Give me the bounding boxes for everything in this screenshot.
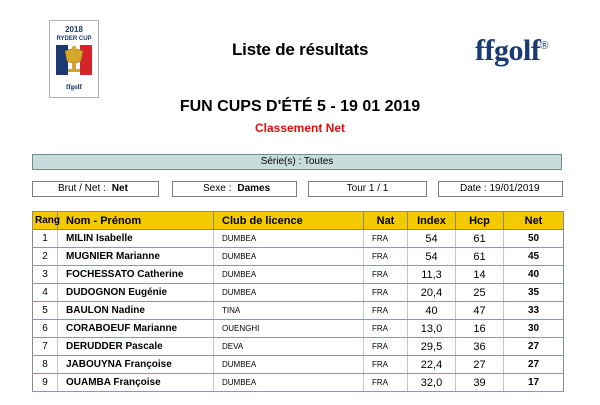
cell-nat: FRA xyxy=(364,266,408,284)
table-row xyxy=(33,338,564,356)
col-net: Net xyxy=(504,212,564,230)
cell-club: DEVA xyxy=(214,338,364,356)
cell-net: 50 xyxy=(504,230,564,248)
ffgolf-logo xyxy=(475,34,548,68)
page-title: Liste de résultats xyxy=(232,40,369,59)
competition-title: FUN CUPS D'ÉTÉ 5 - 19 01 2019 xyxy=(179,98,421,115)
cell-net: 27 xyxy=(504,338,564,356)
cell-club: DUMBEA xyxy=(214,230,364,248)
cell-net: 33 xyxy=(504,302,564,320)
col-index: Index xyxy=(408,212,456,230)
col-nat: Nat xyxy=(364,212,408,230)
cell-club: DUMBEA xyxy=(214,266,364,284)
cell-club: DUMBEA xyxy=(214,284,364,302)
table-header-row xyxy=(33,212,564,230)
cell-index: 20,4 xyxy=(408,284,456,302)
ranking-type: Classement Net xyxy=(254,121,346,135)
cell-rang: 6 xyxy=(33,320,58,338)
col-club: Club de licence xyxy=(214,212,364,230)
table-row xyxy=(33,374,564,392)
cell-nom: MILIN Isabelle xyxy=(58,230,214,248)
series-bar: Série(s) : Toutes xyxy=(32,154,562,170)
cell-rang: 8 xyxy=(33,356,58,374)
cell-nom: JABOUYNA Françoise xyxy=(58,356,214,374)
cell-net: 45 xyxy=(504,248,564,266)
ryder-cup-logo xyxy=(49,20,99,98)
cell-index: 22,4 xyxy=(408,356,456,374)
cell-nom: FOCHESSATO Catherine xyxy=(58,266,214,284)
cell-net: 30 xyxy=(504,320,564,338)
cell-hcp: 61 xyxy=(456,230,504,248)
filter-brut-value: Net xyxy=(111,183,128,194)
cell-nom: DERUDDER Pascale xyxy=(58,338,214,356)
col-nom: Nom - Prénom xyxy=(58,212,214,230)
cell-index: 32,0 xyxy=(408,374,456,392)
cell-index: 29,5 xyxy=(408,338,456,356)
cell-nat: FRA xyxy=(364,248,408,266)
cell-rang: 9 xyxy=(33,374,58,392)
cell-index: 40 xyxy=(408,302,456,320)
filter-sexe-label: Sexe : xyxy=(203,183,232,194)
cell-club: DUMBEA xyxy=(214,248,364,266)
cell-nat: FRA xyxy=(364,320,408,338)
cell-hcp: 25 xyxy=(456,284,504,302)
cell-hcp: 16 xyxy=(456,320,504,338)
cell-rang: 2 xyxy=(33,248,58,266)
table-row xyxy=(33,248,564,266)
cell-rang: 5 xyxy=(33,302,58,320)
table-row xyxy=(33,266,564,284)
filter-sexe-value: Dames xyxy=(237,183,271,194)
cell-hcp: 36 xyxy=(456,338,504,356)
cell-nom: CORABOEUF Marianne xyxy=(58,320,214,338)
cell-nat: FRA xyxy=(364,230,408,248)
cell-rang: 7 xyxy=(33,338,58,356)
registered-mark: ® xyxy=(540,40,548,52)
cell-index: 54 xyxy=(408,230,456,248)
col-hcp: Hcp xyxy=(456,212,504,230)
cell-rang: 1 xyxy=(33,230,58,248)
filter-tour: Tour 1 / 1 xyxy=(308,181,427,197)
filter-sexe xyxy=(172,181,297,197)
col-rang: Rang xyxy=(33,212,58,230)
cell-nat: FRA xyxy=(364,302,408,320)
table-row xyxy=(33,284,564,302)
ffgolf-logo-text: ffgolf xyxy=(475,34,541,67)
cell-club: DUMBEA xyxy=(214,356,364,374)
cell-nom: BAULON Nadine xyxy=(58,302,214,320)
ryder-name: RYDER CUP xyxy=(56,36,92,42)
filter-brut-net xyxy=(32,181,159,197)
cell-net: 17 xyxy=(504,374,564,392)
cell-nom: DUDOGNON Eugénie xyxy=(58,284,214,302)
cell-net: 27 xyxy=(504,356,564,374)
cell-index: 13,0 xyxy=(408,320,456,338)
cell-hcp: 61 xyxy=(456,248,504,266)
ryder-cup-trophy-icon xyxy=(50,21,98,97)
cell-nat: FRA xyxy=(364,374,408,392)
cell-hcp: 39 xyxy=(456,374,504,392)
cell-rang: 3 xyxy=(33,266,58,284)
cell-nat: FRA xyxy=(364,284,408,302)
cell-club: OUENGHI xyxy=(214,320,364,338)
cell-club: TINA xyxy=(214,302,364,320)
cell-nom: OUAMBA Françoise xyxy=(58,374,214,392)
ryder-year: 2018 xyxy=(65,25,83,34)
ryder-brand: ffgolf xyxy=(66,83,82,91)
filter-date: Date : 19/01/2019 xyxy=(438,181,563,197)
table-row xyxy=(33,302,564,320)
table-row xyxy=(33,320,564,338)
results-table xyxy=(32,211,564,392)
cell-nat: FRA xyxy=(364,338,408,356)
cell-hcp: 27 xyxy=(456,356,504,374)
cell-index: 54 xyxy=(408,248,456,266)
cell-net: 35 xyxy=(504,284,564,302)
table-row xyxy=(33,356,564,374)
filter-brut-label: Brut / Net : xyxy=(58,183,106,194)
cell-hcp: 14 xyxy=(456,266,504,284)
cell-club: DUMBEA xyxy=(214,374,364,392)
table-row xyxy=(33,230,564,248)
cell-index: 11,3 xyxy=(408,266,456,284)
cell-net: 40 xyxy=(504,266,564,284)
cell-hcp: 47 xyxy=(456,302,504,320)
cell-nat: FRA xyxy=(364,356,408,374)
cell-rang: 4 xyxy=(33,284,58,302)
cell-nom: MUGNIER Marianne xyxy=(58,248,214,266)
